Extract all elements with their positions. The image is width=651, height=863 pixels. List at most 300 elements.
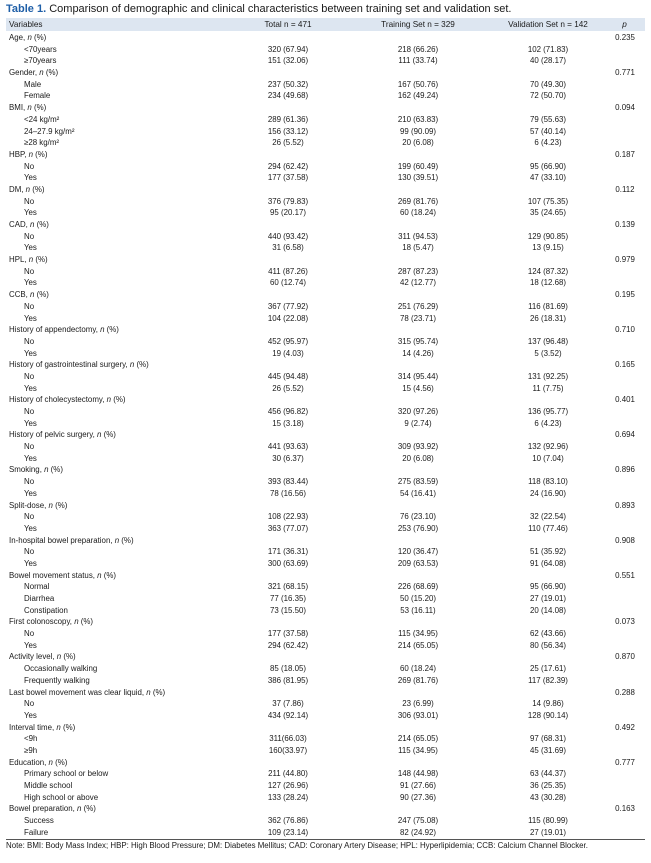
row-label: Yes <box>24 313 37 323</box>
cell-validation: 6 (4.23) <box>534 418 562 428</box>
row-label: Female <box>24 91 51 101</box>
table-subrow <box>6 406 645 418</box>
cell-total: 452 (95.97) <box>267 336 309 346</box>
table-group-row <box>6 32 645 44</box>
cell-training: 9 (2.74) <box>404 418 432 428</box>
cell-p: 0.139 <box>615 220 635 229</box>
cell-validation: 117 (82.39) <box>528 675 568 685</box>
table-bottom-rule <box>6 839 645 840</box>
table-subrow <box>6 371 645 383</box>
table-subrow <box>6 313 645 325</box>
row-label: Yes <box>24 640 37 650</box>
cell-training: 18 (5.47) <box>402 243 434 253</box>
table-subrow <box>6 441 645 453</box>
cell-training: 306 (93.01) <box>397 710 439 720</box>
cell-p: 0.094 <box>615 103 635 113</box>
cell-p: 0.870 <box>615 652 635 662</box>
cell-training: 309 (93.92) <box>397 442 439 452</box>
cell-training: 90 (27.36) <box>400 792 436 802</box>
row-label: 24–27.9 kg/m² <box>24 126 75 136</box>
table-subrow <box>6 266 645 278</box>
cell-validation: 116 (81.69) <box>528 301 568 311</box>
row-label: Split-dose, n (%) <box>9 500 68 510</box>
cell-p: 0.896 <box>615 465 635 475</box>
cell-total: 237 (50.32) <box>267 79 309 89</box>
cell-total: 367 (77.92) <box>267 301 309 311</box>
table-subrow <box>6 815 645 827</box>
table-subrow <box>6 418 645 430</box>
cell-training: 199 (60.49) <box>397 161 439 171</box>
table-group-row <box>6 464 645 476</box>
cell-validation: 70 (49.30) <box>530 79 566 89</box>
row-label: Bowel preparation, n (%) <box>9 804 96 814</box>
cell-total: 151 (32.06) <box>267 56 309 66</box>
table-subrow <box>6 242 645 254</box>
table-caption <box>6 2 511 16</box>
table-caption-title: Comparison of demographic and clinical characteristics between training set and validation set. <box>49 3 512 15</box>
cell-training: 320 (97.26) <box>397 407 439 416</box>
cell-total: 321 (68.15) <box>267 582 309 592</box>
cell-total: 211 (44.80) <box>268 769 308 779</box>
cell-training: 314 (95.44) <box>397 371 439 381</box>
row-label: HPL, n (%) <box>9 255 48 265</box>
cell-total: 85 (18.05) <box>270 664 306 674</box>
cell-validation: 63 (44.37) <box>530 769 566 779</box>
table-group-row <box>6 359 645 371</box>
table-subrow <box>6 383 645 395</box>
cell-p: 0.187 <box>615 149 635 159</box>
cell-total: 19 (4.03) <box>272 348 304 358</box>
cell-total: 445 (94.48) <box>267 371 309 381</box>
table-subrow <box>6 348 645 360</box>
cell-total: 104 (22.08) <box>267 313 309 323</box>
cell-validation: 25 (17.61) <box>530 664 566 674</box>
table-subrow <box>6 196 645 208</box>
cell-validation: 20 (14.08) <box>530 605 566 615</box>
row-label: HBP, n (%) <box>9 149 48 159</box>
cell-validation: 129 (90.85) <box>527 231 569 241</box>
row-label: Yes <box>24 348 37 358</box>
cell-validation: 137 (96.48) <box>527 336 569 346</box>
row-label: No <box>24 301 35 311</box>
cell-training: 76 (23.10) <box>400 512 436 522</box>
cell-p: 0.492 <box>615 722 635 732</box>
row-label: Yes <box>24 453 37 463</box>
cell-training: 53 (16.11) <box>400 605 436 615</box>
cell-training: 253 (76.90) <box>397 523 439 533</box>
table-subrow <box>6 581 645 593</box>
cell-p: 0.893 <box>615 500 635 510</box>
cell-validation: 136 (95.77) <box>527 407 569 416</box>
cell-total: 440 (93.42) <box>267 231 309 241</box>
cell-validation: 72 (50.70) <box>530 91 566 101</box>
row-label: No <box>24 161 35 171</box>
cell-training: 120 (36.47) <box>397 547 439 557</box>
row-label: ≥9h <box>24 745 38 755</box>
row-label: No <box>24 629 35 639</box>
table-subrow <box>6 476 645 488</box>
table-group-row <box>6 102 645 114</box>
cell-p: 0.195 <box>615 290 635 300</box>
cell-validation: 6 (4.23) <box>534 138 562 148</box>
cell-p: 0.073 <box>615 617 635 627</box>
row-label: First colonoscopy, n (%) <box>9 617 94 627</box>
table-group-row <box>6 254 645 266</box>
row-label: Success <box>24 816 54 826</box>
cell-total: 434 (92.14) <box>267 710 309 720</box>
table-subrow <box>6 827 645 839</box>
row-label: Interval time, n (%) <box>9 722 76 732</box>
row-label: No <box>24 407 35 416</box>
row-label: High school or above <box>24 792 99 802</box>
table-subrow <box>6 792 645 804</box>
cell-validation: 14 (9.86) <box>532 699 564 709</box>
header-p: p <box>622 20 627 29</box>
cell-training: 275 (83.59) <box>397 477 439 487</box>
cell-validation: 118 (83.10) <box>528 477 568 487</box>
cell-training: 209 (63.53) <box>397 558 439 568</box>
cell-training: 251 (76.29) <box>397 301 439 311</box>
cell-training: 148 (44.98) <box>397 769 439 779</box>
row-label: No <box>24 371 35 381</box>
row-label: Diarrhea <box>24 594 55 603</box>
cell-training: 60 (18.24) <box>400 664 436 674</box>
cell-training: 287 (87.23) <box>397 266 439 276</box>
row-label: Yes <box>24 523 37 533</box>
cell-validation: 27 (19.01) <box>530 594 566 603</box>
cell-validation: 131 (92.25) <box>527 371 569 381</box>
header-validation: Validation Set n = 142 <box>508 20 588 29</box>
cell-total: 30 (6.37) <box>272 453 304 463</box>
row-label: No <box>24 547 35 557</box>
table-subrow <box>6 640 645 652</box>
header-total: Total n = 471 <box>264 20 312 29</box>
table-group-row <box>6 616 645 628</box>
cell-total: 26 (5.52) <box>272 383 304 393</box>
cell-total: 411 (87.26) <box>268 266 308 276</box>
cell-validation: 132 (92.96) <box>527 442 569 452</box>
cell-validation: 36 (25.35) <box>530 781 566 790</box>
cell-total: 160(33.97) <box>268 745 308 755</box>
row-label: No <box>24 477 35 487</box>
table-subrow <box>6 55 645 67</box>
table-subrow <box>6 114 645 126</box>
table-subrow <box>6 301 645 313</box>
cell-total: 300 (63.69) <box>267 558 309 568</box>
cell-validation: 95 (66.90) <box>530 582 566 592</box>
row-label: Yes <box>24 710 37 720</box>
cell-total: 456 (96.82) <box>267 407 309 416</box>
row-label: No <box>24 266 35 276</box>
row-label: History of pelvic surgery, n (%) <box>9 430 116 440</box>
cell-total: 156 (33.12) <box>267 126 309 136</box>
row-label: Yes <box>24 558 37 568</box>
row-label: Age, n (%) <box>9 33 47 42</box>
cell-total: 37 (7.86) <box>272 699 304 709</box>
cell-total: 294 (62.42) <box>267 161 309 171</box>
cell-validation: 124 (87.32) <box>527 266 569 276</box>
row-label: DM, n (%) <box>9 184 45 194</box>
cell-total: 311(66.03) <box>269 734 307 744</box>
row-label: ≥70years <box>24 56 57 66</box>
header-training: Training Set n = 329 <box>381 20 455 29</box>
row-label: Bowel movement status, n (%) <box>9 570 117 580</box>
cell-training: 115 (34.95) <box>398 745 438 755</box>
cell-training: 60 (18.24) <box>400 208 436 218</box>
row-label: Yes <box>24 278 37 288</box>
row-label: BMI, n (%) <box>9 103 47 113</box>
row-label: CCB, n (%) <box>9 290 49 300</box>
table-group-row <box>6 722 645 734</box>
cell-validation: 32 (22.54) <box>530 512 566 522</box>
table-subrow <box>6 126 645 138</box>
table-subrow <box>6 745 645 757</box>
table-subrow <box>6 675 645 687</box>
row-label: In-hospital bowel preparation, n (%) <box>9 535 134 545</box>
row-label: Yes <box>24 208 37 218</box>
table-group-row <box>6 803 645 815</box>
table-subrow <box>6 710 645 722</box>
row-label: No <box>24 699 35 709</box>
row-label: Frequently walking <box>24 675 90 685</box>
cell-p: 0.908 <box>615 535 635 545</box>
cell-training: 162 (49.24) <box>397 91 439 101</box>
cell-total: 171 (36.31) <box>267 547 309 557</box>
table-subrow <box>6 79 645 91</box>
table-group-row <box>6 324 645 336</box>
row-label: ≥28 kg/m² <box>24 138 60 148</box>
table-subrow <box>6 336 645 348</box>
row-label: Last bowel movement was clear liquid, n (%) <box>9 687 166 697</box>
table-group-row <box>6 149 645 161</box>
cell-total: 95 (20.17) <box>270 208 306 218</box>
cell-validation: 107 (75.35) <box>527 196 569 206</box>
cell-p: 0.694 <box>615 430 635 440</box>
cell-validation: 35 (24.65) <box>530 208 566 218</box>
cell-validation: 57 (40.14) <box>530 126 566 136</box>
row-label: Middle school <box>24 781 73 790</box>
cell-validation: 62 (43.66) <box>530 629 566 639</box>
table-subrow <box>6 137 645 149</box>
cell-p: 0.551 <box>615 570 635 580</box>
table-subrow <box>6 161 645 173</box>
cell-training: 20 (6.08) <box>402 138 434 148</box>
header-variables: Variables <box>9 20 43 29</box>
table-subrow <box>6 698 645 710</box>
cell-validation: 51 (35.92) <box>530 547 566 557</box>
cell-total: 109 (23.14) <box>267 827 309 837</box>
table-subrow <box>6 780 645 792</box>
cell-validation: 91 (64.08) <box>530 558 566 568</box>
cell-training: 130 (39.51) <box>397 173 439 183</box>
cell-validation: 26 (18.31) <box>530 313 566 323</box>
table-subrow <box>6 558 645 570</box>
table-subrow <box>6 488 645 500</box>
cell-training: 214 (65.05) <box>397 640 439 650</box>
table-group-row <box>6 429 645 441</box>
table-group-row <box>6 651 645 663</box>
cell-training: 218 (66.26) <box>397 44 439 54</box>
cell-validation: 115 (80.99) <box>528 816 568 826</box>
table-subrow <box>6 733 645 745</box>
cell-training: 167 (50.76) <box>397 79 439 89</box>
table-subrow <box>6 277 645 289</box>
row-label: <24 kg/m² <box>24 114 60 124</box>
cell-validation: 128 (90.14) <box>527 710 569 720</box>
cell-validation: 5 (3.52) <box>534 348 562 358</box>
cell-total: 77 (16.35) <box>270 594 306 603</box>
row-label: <70years <box>24 44 57 54</box>
cell-training: 214 (65.05) <box>397 734 439 744</box>
cell-p: 0.979 <box>615 255 635 265</box>
cell-validation: 10 (7.04) <box>532 453 564 463</box>
table-subrow <box>6 231 645 243</box>
cell-training: 315 (95.74) <box>397 336 439 346</box>
cell-training: 82 (24.92) <box>400 827 436 837</box>
cell-total: 108 (22.93) <box>267 512 309 522</box>
row-label: No <box>24 196 35 206</box>
cell-total: 60 (12.74) <box>270 278 306 288</box>
cell-training: 42 (12.77) <box>400 278 436 288</box>
cell-validation: 97 (68.31) <box>530 734 566 744</box>
cell-training: 269 (81.76) <box>397 675 439 685</box>
table-subrow <box>6 546 645 558</box>
table-subrow <box>6 523 645 535</box>
table-group-row <box>6 67 645 79</box>
cell-total: 127 (26.96) <box>267 781 309 790</box>
table-note: Note: BMI: Body Mass Index; HBP: High Blood Pressure; DM: Diabetes Mellitus; CAD: Coronary Artery Disease; HPL: Hyperlipidemia; CCB: Calcium Channel Blocker. <box>6 841 588 850</box>
cell-validation: 40 (28.17) <box>530 56 566 66</box>
row-label: Normal <box>24 582 50 592</box>
table-subrow <box>6 511 645 523</box>
table-subrow <box>6 207 645 219</box>
row-label: Male <box>24 79 42 89</box>
cell-total: 73 (15.50) <box>270 605 306 615</box>
cell-total: 320 (67.94) <box>267 44 309 54</box>
cell-p: 0.165 <box>615 360 635 370</box>
cell-training: 20 (6.08) <box>402 453 434 463</box>
cell-training: 226 (68.69) <box>397 582 439 592</box>
cell-p: 0.710 <box>615 325 635 335</box>
cell-total: 234 (49.68) <box>267 91 309 101</box>
row-label: No <box>24 231 35 241</box>
row-label: Yes <box>24 243 37 253</box>
table-subrow <box>6 172 645 184</box>
cell-validation: 13 (9.15) <box>532 243 564 253</box>
row-label: History of cholecystectomy, n (%) <box>9 395 126 405</box>
row-label: Activity level, n (%) <box>9 652 76 662</box>
cell-validation: 110 (77.46) <box>528 523 568 533</box>
table-group-row <box>6 394 645 406</box>
row-label: No <box>24 336 35 346</box>
cell-training: 269 (81.76) <box>397 196 439 206</box>
table-caption-label: Table 1. <box>6 3 47 15</box>
row-label: Gender, n (%) <box>9 68 59 78</box>
cell-total: 177 (37.58) <box>267 629 309 639</box>
cell-p: 0.235 <box>615 33 635 42</box>
table-group-row <box>6 757 645 769</box>
cell-training: 50 (15.20) <box>400 594 436 603</box>
cell-total: 386 (81.95) <box>267 675 309 685</box>
cell-total: 133 (28.24) <box>267 792 309 802</box>
cell-p: 0.771 <box>615 68 635 78</box>
cell-training: 99 (90.09) <box>400 126 436 136</box>
row-label: No <box>24 442 35 452</box>
cell-total: 31 (6.58) <box>272 243 304 253</box>
row-label: CAD, n (%) <box>9 220 49 229</box>
row-label: Yes <box>24 418 37 428</box>
cell-validation: 11 (7.75) <box>532 383 564 393</box>
cell-validation: 45 (31.69) <box>530 745 566 755</box>
cell-total: 362 (76.86) <box>267 816 309 826</box>
cell-validation: 43 (30.28) <box>530 792 566 802</box>
cell-p: 0.401 <box>615 395 635 405</box>
row-label: Yes <box>24 383 37 393</box>
row-label: Occasionally walking <box>24 664 98 674</box>
row-label: No <box>24 512 35 522</box>
table-group-row <box>6 500 645 512</box>
cell-training: 54 (16.41) <box>400 488 436 498</box>
cell-p: 0.288 <box>615 687 635 697</box>
table-subrow <box>6 628 645 640</box>
cell-total: 26 (5.52) <box>272 138 304 148</box>
table-subrow <box>6 453 645 465</box>
cell-total: 393 (83.44) <box>267 477 309 487</box>
row-label: History of gastrointestinal surgery, n (%) <box>9 360 149 370</box>
cell-training: 210 (63.83) <box>397 114 439 124</box>
table-subrow <box>6 768 645 780</box>
row-label: Yes <box>24 488 37 498</box>
table-group-row <box>6 289 645 301</box>
table-group-row <box>6 219 645 231</box>
cell-validation: 27 (19.01) <box>530 827 566 837</box>
cell-training: 311 (94.53) <box>398 231 438 241</box>
table-subrow <box>6 90 645 102</box>
cell-p: 0.163 <box>615 804 635 814</box>
row-label: Primary school or below <box>24 769 109 779</box>
table-subrow <box>6 593 645 605</box>
table-group-row <box>6 535 645 547</box>
cell-training: 247 (75.08) <box>397 816 439 826</box>
cell-total: 376 (79.83) <box>267 196 309 206</box>
table-body <box>6 32 645 838</box>
cell-training: 111 (33.74) <box>398 56 438 66</box>
table-group-row <box>6 570 645 582</box>
row-label: <9h <box>24 734 38 744</box>
cell-total: 289 (61.36) <box>267 114 309 124</box>
table-group-row <box>6 184 645 196</box>
cell-total: 78 (16.56) <box>270 488 306 498</box>
cell-training: 78 (23.71) <box>400 313 436 323</box>
table-subrow <box>6 605 645 617</box>
cell-validation: 80 (56.34) <box>530 640 566 650</box>
table-group-row <box>6 687 645 699</box>
row-label: Smoking, n (%) <box>9 465 63 475</box>
cell-validation: 47 (33.10) <box>530 173 566 183</box>
cell-validation: 95 (66.90) <box>530 161 566 171</box>
cell-total: 177 (37.58) <box>267 173 309 183</box>
cell-validation: 79 (55.63) <box>530 114 566 124</box>
row-label: Failure <box>24 827 49 837</box>
row-label: Education, n (%) <box>9 757 68 767</box>
cell-total: 363 (77.07) <box>267 523 309 533</box>
cell-validation: 102 (71.83) <box>527 44 569 54</box>
cell-training: 14 (4.26) <box>402 348 434 358</box>
cell-p: 0.777 <box>615 757 635 767</box>
cell-total: 294 (62.42) <box>267 640 309 650</box>
cell-total: 441 (93.63) <box>267 442 309 452</box>
row-label: Yes <box>24 173 37 183</box>
